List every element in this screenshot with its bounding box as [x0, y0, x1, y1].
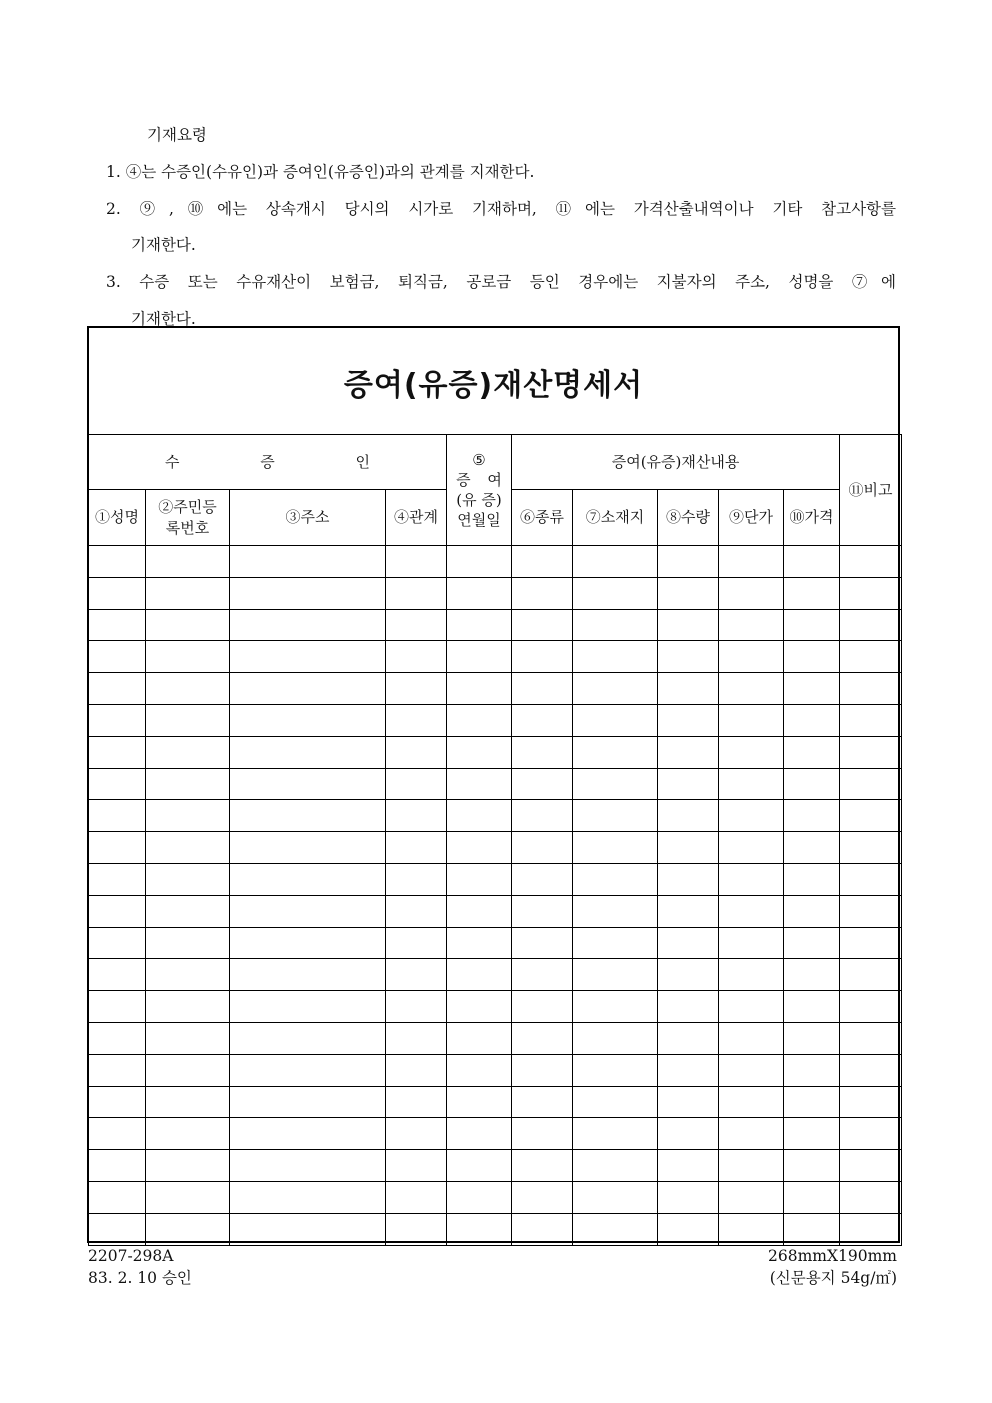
table-cell[interactable]	[719, 1086, 784, 1118]
table-cell[interactable]	[386, 768, 447, 800]
table-cell[interactable]	[89, 863, 146, 895]
instruction-item-1: 1. ④는 수증인(수유인)과 증여인(유증인)과의 관계를 지재한다.	[106, 163, 535, 181]
table-cell[interactable]	[230, 863, 386, 895]
table-cell[interactable]	[840, 1118, 902, 1150]
table-cell[interactable]	[89, 832, 146, 864]
col5-label-1: 증 여	[456, 470, 502, 489]
table-cell[interactable]	[784, 1213, 840, 1245]
table-cell[interactable]	[719, 673, 784, 705]
table-cell[interactable]	[784, 673, 840, 705]
table-cell[interactable]	[658, 546, 719, 578]
table-cell[interactable]	[840, 1086, 902, 1118]
property-statement-form	[87, 326, 900, 1243]
price-header: ⑩가격	[784, 490, 840, 546]
table-cell[interactable]	[512, 704, 573, 736]
table-cell[interactable]	[146, 832, 230, 864]
instruction-item-2: 2. ⑨,⑩에는 상속개시 당시의 시가로 기재하며, ⑪에는 가격산출내역이나 기타 참고사항를	[106, 200, 896, 218]
table-cell[interactable]	[512, 895, 573, 927]
table-cell[interactable]	[89, 546, 146, 578]
table-cell[interactable]	[230, 1150, 386, 1182]
table-cell[interactable]	[447, 927, 512, 959]
table-row	[89, 927, 902, 959]
table-cell[interactable]	[386, 1054, 447, 1086]
table-cell[interactable]	[719, 1022, 784, 1054]
table-cell[interactable]	[512, 927, 573, 959]
table-row	[89, 768, 902, 800]
table-cell[interactable]	[512, 1086, 573, 1118]
table-cell[interactable]	[89, 1150, 146, 1182]
table-row	[89, 577, 902, 609]
table-cell[interactable]	[89, 577, 146, 609]
table-cell[interactable]	[230, 673, 386, 705]
table-cell[interactable]	[719, 1181, 784, 1213]
table-cell[interactable]	[840, 641, 902, 673]
table-cell[interactable]	[512, 609, 573, 641]
table-cell[interactable]	[658, 895, 719, 927]
table-cell[interactable]	[840, 895, 902, 927]
relation-header: ④관계	[386, 490, 447, 546]
table-cell[interactable]	[840, 1022, 902, 1054]
table-cell[interactable]	[230, 1118, 386, 1150]
table-cell[interactable]	[447, 546, 512, 578]
table-cell[interactable]	[719, 959, 784, 991]
table-cell[interactable]	[784, 1181, 840, 1213]
table-cell[interactable]	[573, 959, 658, 991]
table-cell[interactable]	[573, 609, 658, 641]
table-cell[interactable]	[447, 991, 512, 1023]
unit-price-header: ⑨단가	[719, 490, 784, 546]
table-cell[interactable]	[784, 577, 840, 609]
table-cell[interactable]	[146, 991, 230, 1023]
table-cell[interactable]	[840, 1054, 902, 1086]
table-cell[interactable]	[146, 736, 230, 768]
table-cell[interactable]	[146, 1054, 230, 1086]
instruction-item-3-cont: 기재한다.	[131, 310, 196, 328]
table-cell[interactable]	[386, 1213, 447, 1245]
table-cell[interactable]	[146, 641, 230, 673]
table-cell[interactable]	[386, 577, 447, 609]
table-cell[interactable]	[840, 832, 902, 864]
table-cell[interactable]	[230, 959, 386, 991]
table-cell[interactable]	[658, 609, 719, 641]
table-cell[interactable]	[230, 1181, 386, 1213]
table-cell[interactable]	[230, 704, 386, 736]
table-cell[interactable]	[840, 768, 902, 800]
table-cell[interactable]	[719, 991, 784, 1023]
table-row	[89, 546, 902, 578]
table-cell[interactable]	[386, 863, 447, 895]
table-cell[interactable]	[840, 736, 902, 768]
table-cell[interactable]	[386, 736, 447, 768]
table-cell[interactable]	[840, 609, 902, 641]
paper-type: (신문용지 54g/㎡)	[769, 1269, 897, 1287]
table-row	[89, 959, 902, 991]
table-cell[interactable]	[146, 863, 230, 895]
table-cell[interactable]	[89, 1181, 146, 1213]
gift-date-header	[447, 435, 512, 546]
table-cell[interactable]	[146, 800, 230, 832]
table-cell[interactable]	[447, 863, 512, 895]
table-cell[interactable]	[447, 1054, 512, 1086]
table-cell[interactable]	[386, 1181, 447, 1213]
table-cell[interactable]	[230, 609, 386, 641]
table-cell[interactable]	[784, 1150, 840, 1182]
table-cell[interactable]	[512, 1022, 573, 1054]
paper-size: 268mmX190mm	[768, 1247, 897, 1265]
table-cell[interactable]	[573, 832, 658, 864]
table-cell[interactable]	[146, 1118, 230, 1150]
table-cell[interactable]	[146, 1022, 230, 1054]
table-row	[89, 1086, 902, 1118]
table-cell[interactable]	[512, 577, 573, 609]
table-cell[interactable]	[230, 927, 386, 959]
table-row	[89, 991, 902, 1023]
form-code: 2207-298A	[88, 1247, 174, 1265]
table-cell[interactable]	[512, 1181, 573, 1213]
table-cell[interactable]	[146, 768, 230, 800]
table-cell[interactable]	[573, 1181, 658, 1213]
table-cell[interactable]	[658, 704, 719, 736]
table-cell[interactable]	[230, 768, 386, 800]
table-cell[interactable]	[146, 927, 230, 959]
table-cell[interactable]	[573, 1086, 658, 1118]
table-row	[89, 1118, 902, 1150]
table-cell[interactable]	[784, 991, 840, 1023]
table-cell[interactable]	[840, 577, 902, 609]
table-cell[interactable]	[719, 736, 784, 768]
table-cell[interactable]	[784, 1086, 840, 1118]
table-cell[interactable]	[512, 736, 573, 768]
table-cell[interactable]	[840, 991, 902, 1023]
table-cell[interactable]	[230, 832, 386, 864]
table-cell[interactable]	[89, 1054, 146, 1086]
table-row	[89, 704, 902, 736]
table-cell[interactable]	[512, 673, 573, 705]
table-cell[interactable]	[230, 1054, 386, 1086]
table-cell[interactable]	[658, 1118, 719, 1150]
table-cell[interactable]	[840, 1213, 902, 1245]
table-cell[interactable]	[573, 895, 658, 927]
table-cell[interactable]	[386, 832, 447, 864]
table-cell[interactable]	[386, 1086, 447, 1118]
table-cell[interactable]	[573, 1054, 658, 1086]
table-cell[interactable]	[447, 832, 512, 864]
form-title: 증여(유증)재산명세서	[343, 368, 644, 403]
table-cell[interactable]	[230, 1086, 386, 1118]
table-cell[interactable]	[573, 704, 658, 736]
table-cell[interactable]	[89, 704, 146, 736]
col5-number: ⑤	[472, 450, 486, 469]
table-cell[interactable]	[89, 927, 146, 959]
table-cell[interactable]	[230, 800, 386, 832]
table-cell[interactable]	[386, 800, 447, 832]
table-cell[interactable]	[784, 641, 840, 673]
table-cell[interactable]	[719, 704, 784, 736]
table-cell[interactable]	[719, 863, 784, 895]
instruction-item-3: 3. 수증 또는 수유재산이 보험금, 퇴직금, 공로금 등인 경우에는 지불자의 주소, 성명을 ⑦에	[106, 273, 896, 291]
table-cell[interactable]	[784, 768, 840, 800]
table-cell[interactable]	[784, 546, 840, 578]
table-cell[interactable]	[512, 959, 573, 991]
table-cell[interactable]	[573, 800, 658, 832]
table-cell[interactable]	[658, 768, 719, 800]
table-cell[interactable]	[447, 895, 512, 927]
table-row	[89, 1022, 902, 1054]
table-cell[interactable]	[512, 1054, 573, 1086]
table-cell[interactable]	[512, 863, 573, 895]
table-cell[interactable]	[784, 895, 840, 927]
table-cell[interactable]	[719, 577, 784, 609]
table-cell[interactable]	[146, 609, 230, 641]
table-row	[89, 895, 902, 927]
table-cell[interactable]	[658, 577, 719, 609]
table-cell[interactable]	[573, 768, 658, 800]
table-cell[interactable]	[146, 673, 230, 705]
table-cell[interactable]	[447, 577, 512, 609]
table-cell[interactable]	[573, 1118, 658, 1150]
table-cell[interactable]	[146, 1213, 230, 1245]
table-cell[interactable]	[658, 736, 719, 768]
table-cell[interactable]	[89, 1022, 146, 1054]
col5-label-2: (유 증)	[456, 491, 502, 509]
table-cell[interactable]	[573, 1213, 658, 1245]
table-cell[interactable]	[719, 927, 784, 959]
table-cell[interactable]	[447, 1022, 512, 1054]
table-cell[interactable]	[784, 959, 840, 991]
table-cell[interactable]	[89, 609, 146, 641]
instruction-item-2-cont: 기재한다.	[131, 236, 196, 254]
table-cell[interactable]	[512, 991, 573, 1023]
table-cell[interactable]	[784, 800, 840, 832]
table-cell[interactable]	[719, 832, 784, 864]
table-cell[interactable]	[447, 1181, 512, 1213]
table-cell[interactable]	[447, 800, 512, 832]
table-cell[interactable]	[146, 704, 230, 736]
col5-label-3: 연월일	[457, 511, 501, 530]
table-cell[interactable]	[784, 1022, 840, 1054]
table-cell[interactable]	[447, 736, 512, 768]
table-cell[interactable]	[719, 768, 784, 800]
table-cell[interactable]	[573, 641, 658, 673]
table-cell[interactable]	[719, 609, 784, 641]
table-cell[interactable]	[573, 673, 658, 705]
table-cell[interactable]	[230, 1213, 386, 1245]
table-cell[interactable]	[512, 768, 573, 800]
table-cell[interactable]	[658, 800, 719, 832]
table-cell[interactable]	[840, 800, 902, 832]
table-cell[interactable]	[719, 1054, 784, 1086]
table-cell[interactable]	[840, 863, 902, 895]
location-header: ⑦소재지	[573, 490, 658, 546]
table-cell[interactable]	[840, 704, 902, 736]
instructions-heading: 기재요령	[147, 126, 207, 144]
table-cell[interactable]	[89, 1118, 146, 1150]
table-cell[interactable]	[447, 768, 512, 800]
table-cell[interactable]	[89, 1086, 146, 1118]
table-cell[interactable]	[89, 959, 146, 991]
table-cell[interactable]	[658, 832, 719, 864]
table-cell[interactable]	[784, 863, 840, 895]
table-cell[interactable]	[840, 1150, 902, 1182]
table-cell[interactable]	[146, 577, 230, 609]
table-cell[interactable]	[784, 704, 840, 736]
table-cell[interactable]	[386, 991, 447, 1023]
table-cell[interactable]	[89, 736, 146, 768]
table-cell[interactable]	[719, 1213, 784, 1245]
table-cell[interactable]	[658, 1054, 719, 1086]
table-row	[89, 673, 902, 705]
table-cell[interactable]	[230, 546, 386, 578]
table-cell[interactable]	[146, 959, 230, 991]
table-cell[interactable]	[447, 1150, 512, 1182]
header-row-1	[89, 435, 902, 490]
table-cell[interactable]	[230, 577, 386, 609]
table-cell[interactable]	[573, 546, 658, 578]
table-cell[interactable]	[230, 895, 386, 927]
table-cell[interactable]	[146, 546, 230, 578]
resident-number-header	[146, 490, 230, 546]
table-cell[interactable]	[658, 1086, 719, 1118]
address-header: ③주소	[230, 490, 386, 546]
table-cell[interactable]	[658, 1150, 719, 1182]
table-cell[interactable]	[658, 641, 719, 673]
table-cell[interactable]	[840, 546, 902, 578]
table-cell[interactable]	[658, 1181, 719, 1213]
table-cell[interactable]	[573, 991, 658, 1023]
kind-header: ⑥종류	[512, 490, 573, 546]
table-row	[89, 863, 902, 895]
table-cell[interactable]	[89, 991, 146, 1023]
table-cell[interactable]	[386, 927, 447, 959]
approval-date: 83. 2. 10 승인	[88, 1269, 192, 1287]
table-cell[interactable]	[512, 832, 573, 864]
table-cell[interactable]	[386, 895, 447, 927]
table-cell[interactable]	[719, 1118, 784, 1150]
table-cell[interactable]	[658, 959, 719, 991]
table-cell[interactable]	[89, 768, 146, 800]
table-cell[interactable]	[784, 927, 840, 959]
table-cell[interactable]	[386, 546, 447, 578]
table-cell[interactable]	[840, 927, 902, 959]
table-cell[interactable]	[784, 1054, 840, 1086]
table-cell[interactable]	[784, 736, 840, 768]
table-cell[interactable]	[573, 577, 658, 609]
table-cell[interactable]	[89, 895, 146, 927]
table-cell[interactable]	[719, 800, 784, 832]
table-row	[89, 1150, 902, 1182]
table-cell[interactable]	[89, 641, 146, 673]
table-cell[interactable]	[386, 609, 447, 641]
table-cell[interactable]	[784, 1118, 840, 1150]
table-row	[89, 800, 902, 832]
table-row	[89, 1181, 902, 1213]
table-cell[interactable]	[719, 546, 784, 578]
table-cell[interactable]	[658, 991, 719, 1023]
table-cell[interactable]	[573, 1022, 658, 1054]
table-cell[interactable]	[784, 609, 840, 641]
table-cell[interactable]	[447, 959, 512, 991]
table-cell[interactable]	[146, 1086, 230, 1118]
table-cell[interactable]	[512, 1150, 573, 1182]
remarks-header: ⑪비고	[840, 435, 902, 546]
quantity-header: ⑧수량	[658, 490, 719, 546]
table-cell[interactable]	[658, 927, 719, 959]
table-cell[interactable]	[512, 1118, 573, 1150]
table-cell[interactable]	[230, 991, 386, 1023]
table-cell[interactable]	[840, 673, 902, 705]
table-cell[interactable]	[447, 641, 512, 673]
table-cell[interactable]	[658, 1213, 719, 1245]
property-table	[88, 434, 902, 1246]
recipient-group-header: 수 증 인	[89, 435, 447, 490]
table-cell[interactable]	[573, 863, 658, 895]
table-cell[interactable]	[719, 895, 784, 927]
table-cell[interactable]	[386, 704, 447, 736]
table-cell[interactable]	[658, 673, 719, 705]
table-cell[interactable]	[386, 641, 447, 673]
table-cell[interactable]	[447, 704, 512, 736]
property-group-header: 증여(유증)재산내용	[512, 435, 840, 490]
table-cell[interactable]	[447, 1213, 512, 1245]
table-row	[89, 1054, 902, 1086]
table-cell[interactable]	[784, 832, 840, 864]
table-cell[interactable]	[89, 673, 146, 705]
table-cell[interactable]	[719, 641, 784, 673]
table-cell[interactable]	[840, 959, 902, 991]
col2-label-2: 록번호	[165, 518, 210, 537]
table-cell[interactable]	[573, 736, 658, 768]
table-cell[interactable]	[447, 1086, 512, 1118]
table-cell[interactable]	[386, 1022, 447, 1054]
table-cell[interactable]	[840, 1181, 902, 1213]
table-cell[interactable]	[512, 641, 573, 673]
table-cell[interactable]	[146, 1150, 230, 1182]
table-row	[89, 832, 902, 864]
table-cell[interactable]	[230, 736, 386, 768]
table-cell[interactable]	[230, 1022, 386, 1054]
table-cell[interactable]	[386, 959, 447, 991]
col2-label-1: ②주민등	[158, 498, 217, 517]
table-cell[interactable]	[146, 895, 230, 927]
table-cell[interactable]	[89, 800, 146, 832]
table-cell[interactable]	[89, 1213, 146, 1245]
table-cell[interactable]	[447, 609, 512, 641]
table-cell[interactable]	[512, 546, 573, 578]
table-row	[89, 736, 902, 768]
table-cell[interactable]	[658, 1022, 719, 1054]
table-cell[interactable]	[719, 1150, 784, 1182]
table-cell[interactable]	[658, 863, 719, 895]
table-cell[interactable]	[230, 641, 386, 673]
table-cell[interactable]	[573, 927, 658, 959]
table-cell[interactable]	[512, 1213, 573, 1245]
table-cell[interactable]	[573, 1150, 658, 1182]
table-cell[interactable]	[512, 800, 573, 832]
table-row	[89, 641, 902, 673]
name-header: ①성명	[89, 490, 146, 546]
table-cell[interactable]	[386, 1150, 447, 1182]
table-cell[interactable]	[447, 673, 512, 705]
table-cell[interactable]	[146, 1181, 230, 1213]
table-cell[interactable]	[386, 673, 447, 705]
table-row	[89, 609, 902, 641]
table-row	[89, 1213, 902, 1245]
table-cell[interactable]	[386, 1118, 447, 1150]
table-cell[interactable]	[447, 1118, 512, 1150]
